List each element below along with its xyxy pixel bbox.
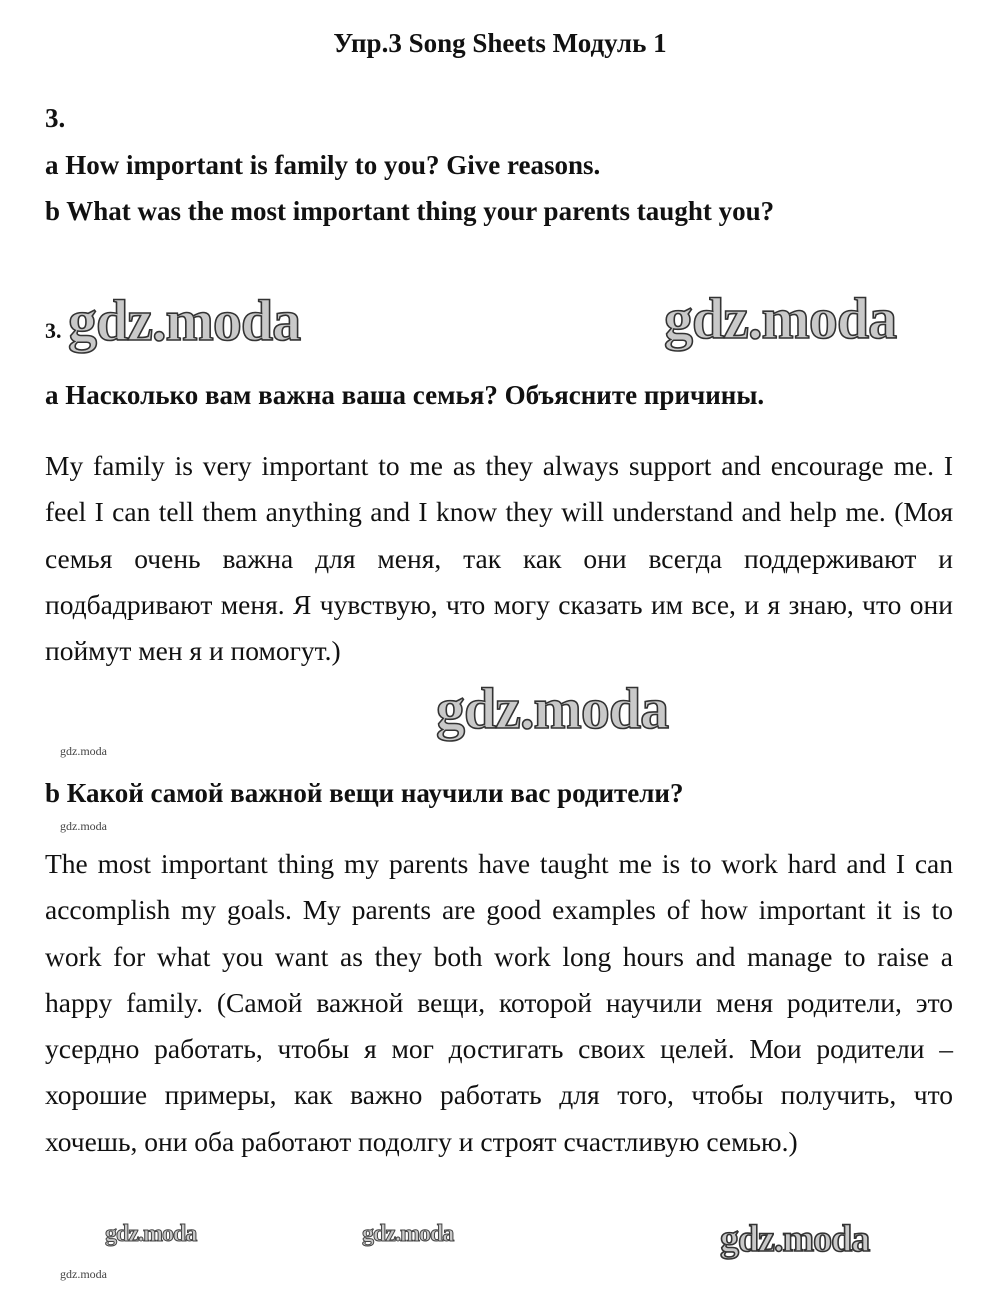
watermark: gdz.moda (60, 744, 107, 758)
watermark: gdz.moda (436, 676, 669, 741)
question-b: b What was the most important thing your parents taught you? (45, 196, 775, 226)
task-number: 3. (45, 103, 66, 133)
watermark: gdz.moda (60, 1267, 107, 1281)
answer-b-text: The most important thing my parents have taught me is to work hard and I can accomplish my goals. My parents are good examples of how important it is to work for what you want as they both work long hours and manage to raise a happy family. (Самой важной вещи, которой научили меня родители, это усердно работать, чтобы я мог достигать своих целей. Мои родители – хорошие примеры, как важно работать для того, чтобы получить, что хочешь, они оба работают подолгу и строят счастливую семью.) (45, 848, 953, 1157)
watermark: gdz.moda (362, 1221, 454, 1247)
watermark: gdz.moda (720, 1218, 870, 1260)
heading-b: b Какой самой важной вещи научили вас родители? (45, 778, 684, 808)
watermark: gdz.moda (60, 819, 107, 833)
watermark: gdz.moda (664, 286, 897, 351)
question-a: a How important is family to you? Give reasons. (45, 150, 601, 180)
page-title: Упр.3 Song Sheets Модуль 1 (333, 28, 667, 58)
watermark: gdz.moda (68, 288, 301, 353)
answer-a-text: My family is very important to me as they always support and encourage me. I feel I can tell them anything and I know they will understand and help me. (Моя семья очень важна для меня, так как они всегда поддерживают и подбадривают меня. Я чувствую, что могу сказать им все, и я знаю, что они поймут мен я и помогут.) (45, 450, 953, 667)
watermark: gdz.moda (105, 1221, 197, 1247)
answer-number: 3. (45, 318, 62, 343)
heading-a: a Насколько вам важна ваша семья? Объясните причины. (45, 380, 765, 410)
